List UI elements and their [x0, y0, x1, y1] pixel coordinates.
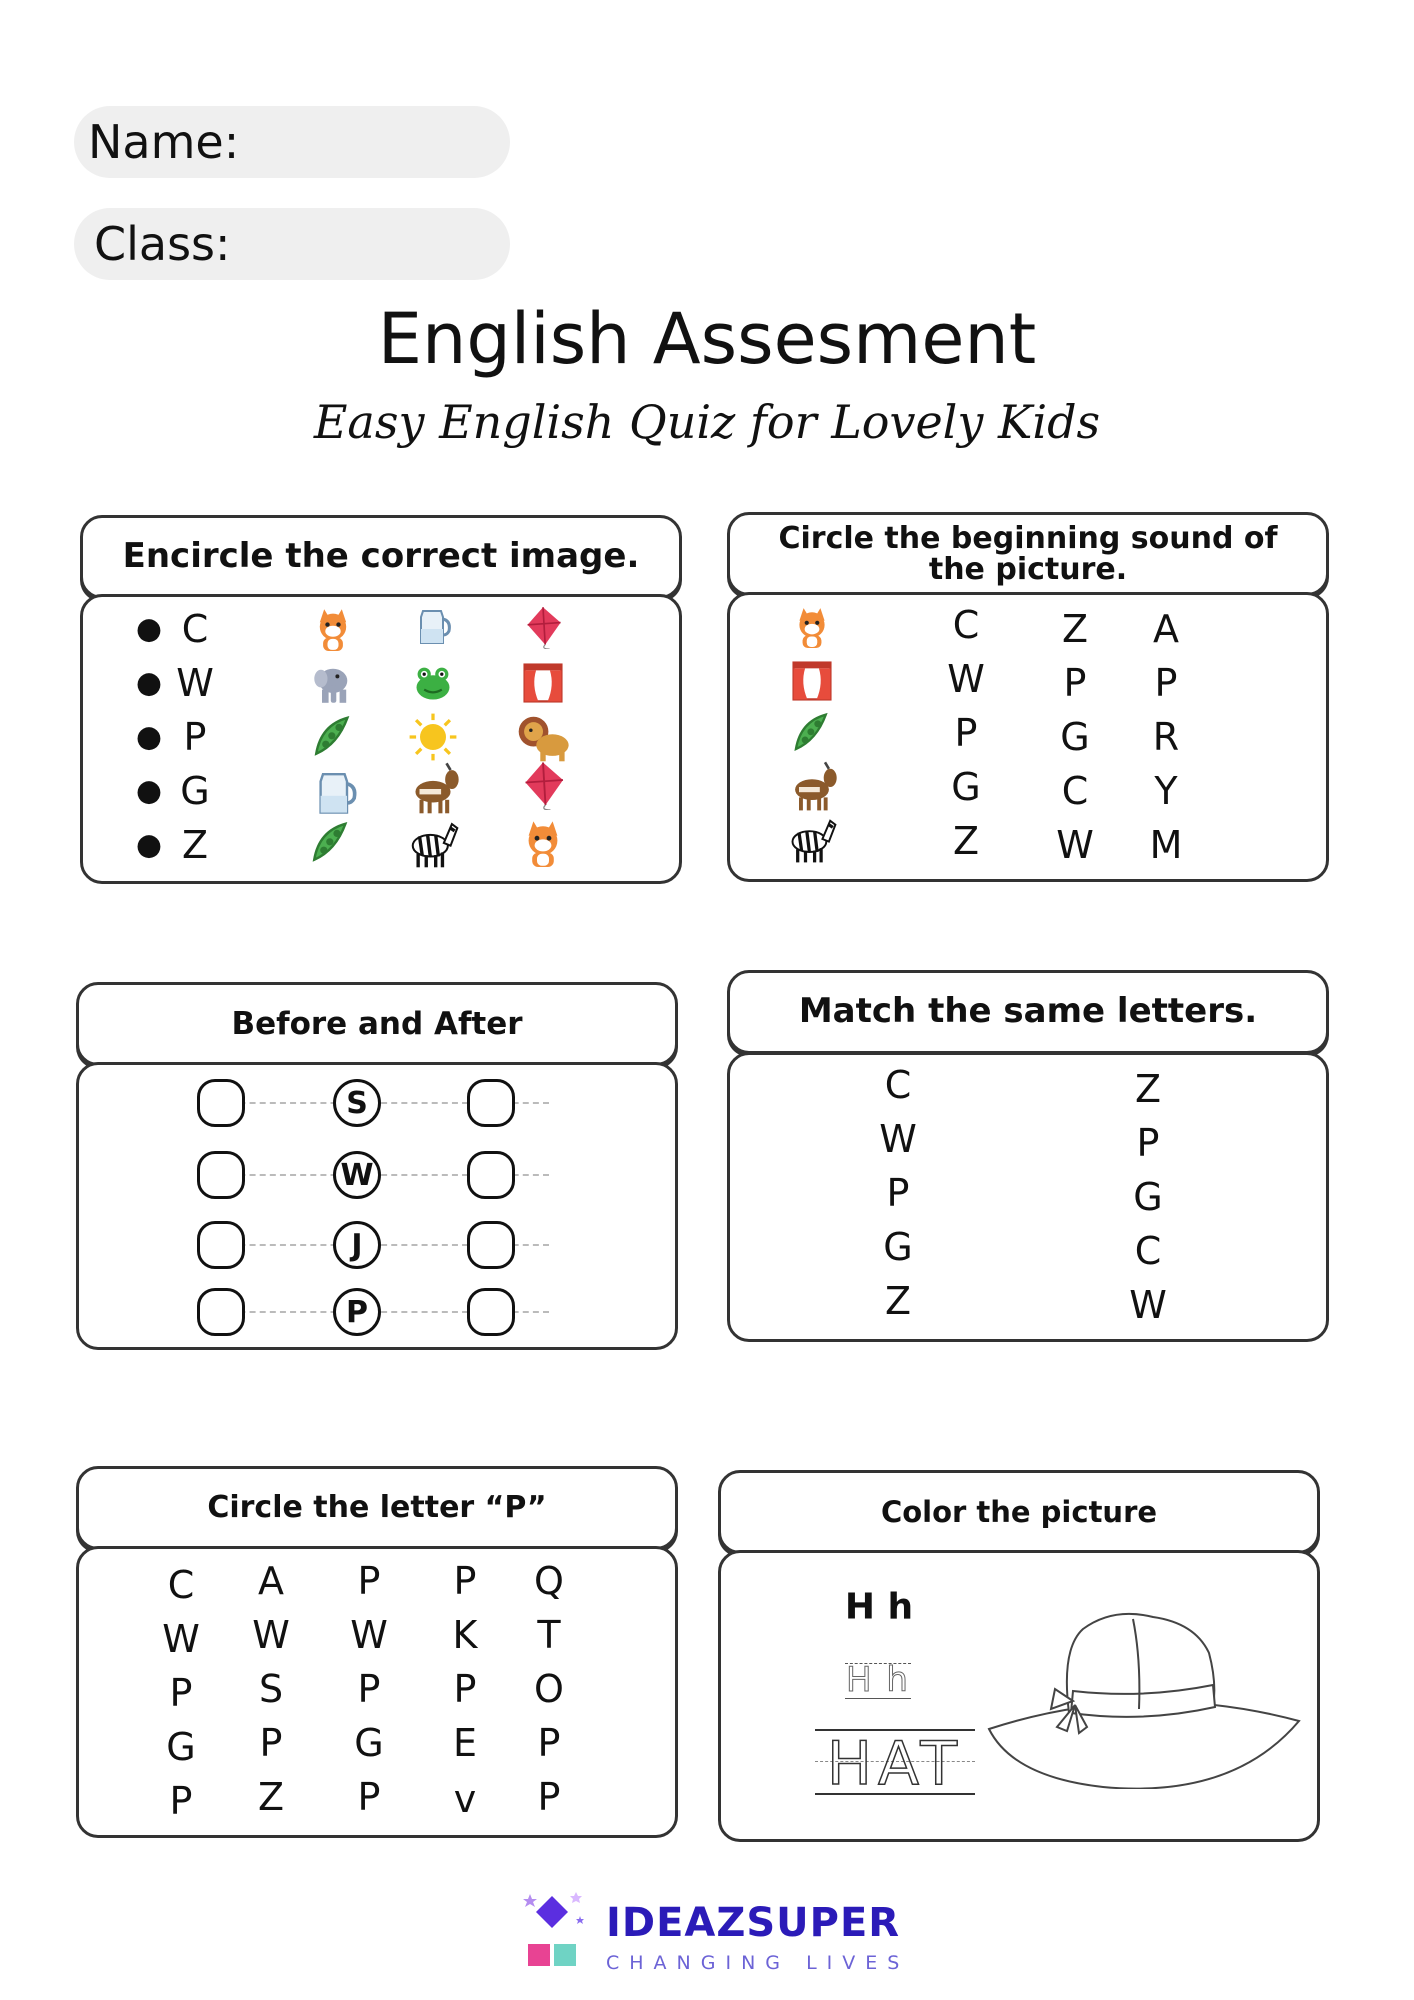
peas-icon: [789, 710, 835, 756]
grid-letter[interactable]: K: [452, 1613, 478, 1657]
after-answer-box[interactable]: [467, 1288, 515, 1336]
match-left-letter[interactable]: G: [883, 1225, 913, 1269]
option-letter[interactable]: C: [952, 603, 980, 647]
grid-letter[interactable]: W: [162, 1617, 200, 1661]
option-letter[interactable]: C: [1061, 769, 1089, 813]
after-answer-box[interactable]: [467, 1151, 515, 1199]
name-field[interactable]: [74, 106, 510, 178]
option-letter[interactable]: W: [947, 657, 985, 701]
option-letter[interactable]: P: [1063, 661, 1087, 705]
match-left-letter[interactable]: P: [886, 1171, 910, 1215]
option-letter[interactable]: Z: [1061, 607, 1089, 651]
option-letter[interactable]: R: [1152, 715, 1180, 759]
hat-drawing-icon[interactable]: [983, 1609, 1303, 1789]
option-letter[interactable]: P: [1154, 661, 1178, 705]
logo-tagline: CHANGING LIVES: [606, 1952, 910, 1974]
grid-letter[interactable]: Q: [534, 1559, 564, 1603]
section-encircle-body: [80, 594, 682, 884]
after-answer-box[interactable]: [467, 1079, 515, 1127]
given-letter: J: [333, 1221, 381, 1269]
goat-icon: [786, 761, 838, 813]
jug-icon[interactable]: [311, 767, 359, 815]
grid-letter[interactable]: P: [537, 1721, 561, 1765]
row-letter: Z: [181, 823, 209, 867]
given-letter: P: [333, 1288, 381, 1336]
frog-icon[interactable]: [411, 661, 455, 705]
window-icon: [789, 658, 835, 704]
grid-letter[interactable]: T: [537, 1613, 561, 1657]
given-letter: W: [333, 1151, 381, 1199]
grid-letter[interactable]: P: [357, 1559, 381, 1603]
row-letter: C: [181, 607, 209, 651]
grid-letter[interactable]: P: [537, 1775, 561, 1819]
before-answer-box[interactable]: [197, 1288, 245, 1336]
option-letter[interactable]: W: [1056, 823, 1094, 867]
grid-letter[interactable]: W: [350, 1613, 388, 1657]
match-left-letter[interactable]: C: [884, 1063, 912, 1107]
section-color-title: Color the picture: [880, 1494, 1158, 1529]
logo-name: IDEAZSUPER: [606, 1900, 901, 1946]
elephant-icon[interactable]: [311, 661, 355, 705]
zebra-icon: [786, 813, 838, 865]
grid-letter[interactable]: G: [354, 1721, 384, 1765]
grid-letter[interactable]: E: [452, 1721, 478, 1765]
match-right-letter[interactable]: Z: [1134, 1067, 1162, 1111]
after-answer-box[interactable]: [467, 1221, 515, 1269]
bullet-icon: ●: [135, 665, 163, 701]
section-circle-p-title: Circle the letter “P”: [207, 1490, 547, 1526]
match-left-letter[interactable]: W: [879, 1117, 917, 1161]
peas-icon[interactable]: [307, 819, 355, 867]
grid-letter[interactable]: P: [357, 1667, 381, 1711]
trace-line-word[interactable]: [815, 1729, 975, 1799]
trace-word-text: HAT: [826, 1729, 964, 1799]
peas-icon[interactable]: [309, 713, 357, 761]
grid-letter[interactable]: W: [252, 1613, 290, 1657]
bullet-icon: ●: [135, 719, 163, 755]
section-before-after-body: [76, 1062, 678, 1350]
ideazsuper-logo-icon: [520, 1888, 594, 1978]
bullet-icon: ●: [135, 827, 163, 863]
trace-line-small: [845, 1660, 911, 1700]
match-right-letter[interactable]: W: [1129, 1283, 1167, 1327]
section-before-after-title: Before and After: [231, 1005, 523, 1042]
option-letter[interactable]: A: [1153, 607, 1179, 651]
grid-letter[interactable]: P: [169, 1779, 193, 1823]
hat-letters: H h: [844, 1586, 914, 1628]
cat-icon: [791, 606, 833, 648]
grid-letter[interactable]: P: [357, 1775, 381, 1819]
kite-icon[interactable]: [518, 760, 568, 810]
window-icon[interactable]: [520, 660, 566, 706]
section-before-after-header: [76, 982, 678, 1066]
section-color-header: [718, 1470, 1320, 1554]
grid-letter[interactable]: P: [169, 1671, 193, 1715]
grid-letter[interactable]: Z: [257, 1775, 285, 1819]
section-color-body: [718, 1550, 1320, 1842]
before-answer-box[interactable]: [197, 1151, 245, 1199]
page-title: English Assesment: [377, 298, 1037, 380]
goat-icon[interactable]: [406, 762, 460, 816]
before-answer-box[interactable]: [197, 1079, 245, 1127]
option-letter[interactable]: Y: [1154, 769, 1178, 813]
option-letter[interactable]: G: [951, 765, 981, 809]
option-letter[interactable]: M: [1149, 823, 1183, 867]
class-field[interactable]: [74, 208, 510, 280]
class-label: Class:: [94, 217, 231, 271]
section-match-header: [727, 970, 1329, 1054]
section-circle-p-header: [76, 1466, 678, 1550]
bullet-icon: ●: [135, 773, 163, 809]
section-beginning-sound-title: Circle the beginning sound of the picture.: [778, 520, 1278, 587]
match-right-letter[interactable]: C: [1134, 1229, 1162, 1273]
sun-icon[interactable]: [407, 711, 459, 763]
kite-icon[interactable]: [521, 605, 565, 649]
section-beginning-sound-header: [727, 512, 1329, 596]
row-letter: G: [180, 769, 210, 813]
grid-letter[interactable]: v: [453, 1777, 477, 1821]
match-left-letter[interactable]: Z: [884, 1279, 912, 1323]
bullet-icon: ●: [135, 611, 163, 647]
grid-letter[interactable]: O: [534, 1667, 564, 1711]
section-match-body: [727, 1052, 1329, 1342]
option-letter[interactable]: Z: [952, 819, 980, 863]
trace-small-text: H h: [846, 1660, 910, 1700]
name-label: Name:: [88, 115, 240, 169]
given-letter: S: [333, 1079, 381, 1127]
grid-letter[interactable]: G: [166, 1725, 196, 1769]
lion-icon[interactable]: [516, 710, 570, 764]
section-encircle-header: [80, 515, 682, 599]
section-circle-p-body: [76, 1546, 678, 1838]
grid-letter[interactable]: C: [167, 1563, 195, 1607]
grid-letter[interactable]: P: [453, 1667, 477, 1711]
cat-icon[interactable]: [519, 819, 567, 867]
cat-icon[interactable]: [311, 607, 355, 651]
before-answer-box[interactable]: [197, 1221, 245, 1269]
match-right-letter[interactable]: G: [1133, 1175, 1163, 1219]
option-letter[interactable]: P: [954, 711, 978, 755]
grid-letter[interactable]: P: [453, 1559, 477, 1603]
grid-letter[interactable]: A: [258, 1559, 284, 1603]
option-letter[interactable]: G: [1060, 715, 1090, 759]
match-right-letter[interactable]: P: [1136, 1121, 1160, 1165]
grid-letter[interactable]: P: [259, 1721, 283, 1765]
section-match-title: Match the same letters.: [798, 991, 1258, 1032]
section-encircle-title: Encircle the correct image.: [122, 536, 640, 577]
zebra-icon[interactable]: [406, 816, 460, 870]
row-letter: P: [183, 715, 207, 759]
section-beginning-sound-body: [727, 592, 1329, 882]
row-letter: W: [176, 661, 214, 705]
grid-letter[interactable]: S: [258, 1667, 284, 1711]
jug-icon[interactable]: [413, 605, 453, 645]
page-subtitle: Easy English Quiz for Lovely Kids: [313, 395, 1101, 449]
